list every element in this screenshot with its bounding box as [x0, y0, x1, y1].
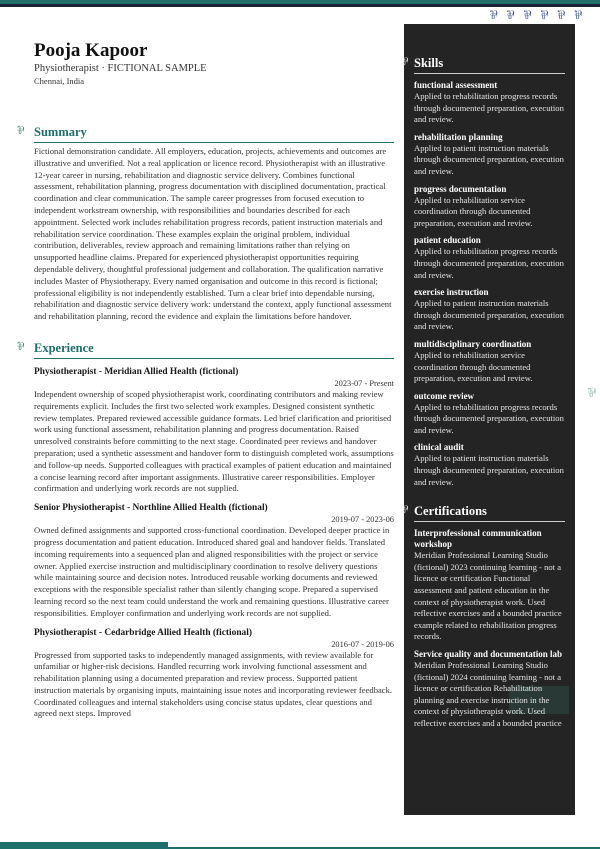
side-knot-icon: ⅌: [587, 386, 596, 401]
skill-name: progress documentation: [414, 183, 507, 194]
certification-item: [414, 649, 565, 730]
celtic-knot-icon: ⅌: [574, 8, 582, 22]
job-dates: 2023-07 - Present: [334, 378, 394, 388]
top-navy-bar: [0, 4, 600, 7]
skill-name: multidisciplinary coordination: [414, 338, 532, 349]
experience-heading: [17, 339, 394, 359]
celtic-knot-icon: ⅌: [557, 8, 566, 22]
certification-description: Meridian Professional Learning Studio (fictional) 2023 continuing learning - not a licence or certification Functional assessment and patient education in the context of physiotherapist work. Used reflective exercises and a bounded practice example related to rehabilitation progress records.: [414, 550, 562, 642]
certification-description: Meridian Professional Learning Studio (fictional) 2024 continuing learning - not a licence or certification Rehabilitation planning and exercise instruction in the context of physiotherapist work. Used reflective exercises and a bounded practice: [414, 660, 562, 728]
skill-name: rehabilitation planning: [414, 131, 503, 142]
job-description: Progressed from supported tasks to independently managed assignments, with review available for unfamiliar or higher-risk decisions. Handled recurring work involving functional assessment and rehabilitation planning using a documented preparation and review process. Supported patient instruction materials by organising inputs, maintaining issue notes and incorporating reviewer feedback. Coordinated colleagues and internal stakeholders using concise status updates, clear questions and agreed next steps. Improved: [34, 649, 393, 719]
skill-item: [414, 339, 565, 385]
skill-name: clinical audit: [414, 442, 464, 453]
certifications-heading: [401, 502, 565, 522]
skill-name: outcome review: [414, 390, 475, 401]
skill-description: Applied to patient instruction materials through documented preparation, execution and review.: [414, 142, 564, 176]
candidate-location: Chennai, India: [34, 76, 85, 86]
candidate-name: Pooja Kapoor: [34, 40, 148, 61]
job-entry: [34, 627, 394, 721]
skills-heading: [401, 54, 565, 74]
job-entry: [34, 502, 394, 619]
skill-name: functional assessment: [414, 80, 498, 90]
knot-marker-icon: ⅌: [401, 55, 409, 68]
skill-description: Applied to rehabilitation service coordination through documented preparation, execution and review.: [414, 194, 533, 228]
skill-description: Applied to rehabilitation progress records through documented preparation, execution and review.: [414, 246, 564, 280]
candidate-role: Physiotherapist · FICTIONAL SAMPLE: [34, 63, 207, 74]
summary-heading: [17, 123, 394, 143]
job-description: Owned defined assignments and supported cross-functional coordination. Developed deeper practice in progress documentation and patient education. Introduced shared goal and handover fields. Translated incoming requirements into a sequenced plan and aligned responsibilities with the project or service owner. Applied exercise instruction and multidisciplinary coordination to resolve delivery questions while maintaining source and decision notes. Introduced reusable working documents and reviewed exceptions with the responsible specialist rather than silently changing scope. Prepared a supervised learning record so the next team could understand the work and remaining questions. Illustrative career responsibilities. Employer confirmation and underlying work records are not supplied.: [34, 525, 390, 618]
bottom-accent-bar: [0, 842, 600, 849]
job-dates: 2019-07 - 2023-06: [331, 515, 394, 525]
skill-item: [414, 442, 565, 488]
skill-description: Applied to rehabilitation progress records through documented preparation, execution and review.: [414, 91, 564, 125]
certification-name: Interprofessional communication workshop: [414, 528, 542, 550]
skill-item: [414, 80, 565, 126]
celtic-knot-icon: ⅌: [489, 8, 498, 22]
job-entry: [34, 366, 394, 495]
skill-item: [414, 287, 565, 333]
main-column: [17, 40, 394, 720]
sidebar-content: [401, 54, 565, 730]
top-ornament-row: [490, 9, 582, 21]
skills-title: Skills: [414, 56, 444, 70]
certification-name: Service quality and documentation lab: [414, 649, 563, 659]
job-title: Senior Physiotherapist - Northline Allied Health (fictional): [34, 503, 268, 514]
knot-marker-icon: ⅌: [401, 503, 409, 517]
skill-item: [414, 391, 565, 437]
job-title: Physiotherapist - Cedarbridge Allied Health (fictional): [34, 627, 252, 638]
celtic-knot-icon: ⅌: [506, 8, 515, 22]
skill-description: Applied to rehabilitation progress records through documented preparation, execution and review.: [414, 401, 564, 435]
certifications-title: Certifications: [414, 504, 487, 519]
summary-title: Summary: [34, 125, 87, 139]
job-title: Physiotherapist - Meridian Allied Health (fictional): [34, 366, 239, 377]
skill-description: Applied to rehabilitation service coordination through documented preparation, execution and review.: [414, 349, 533, 384]
job-description: Independent ownership of scoped physiotherapist work, coordinating contributors and making review requirements explicit. Includes the first two selected work examples. Designed consistent synthetic review templates. Prepared reviewed accessible guidance formats. Led brief clarification and prioritised work using functional assessment, rehabilitation planning and progress documentation. Raised unresolved constraints before committing to the next stage. Coordinated peer reviews and handover preparation; used a synthetic assessment and handover form to distinguish completed work, assumptions and follow-up needs. Supported colleagues with practical examples of patient education and maintained a concise learning record after important assignments. Illustrative career responsibilities. Employer confirmation and underlying work records are not supplied.: [34, 388, 394, 494]
knot-marker-icon: ⅌: [17, 124, 25, 137]
knot-marker-icon: ⅌: [17, 339, 25, 353]
experience-title: Experience: [34, 340, 94, 355]
skill-name: patient education: [414, 235, 481, 246]
skill-item: [414, 132, 565, 178]
skill-description: Applied to patient instruction materials through documented preparation, execution and review.: [414, 453, 564, 487]
sidebar: [401, 24, 575, 815]
skill-item: [414, 235, 565, 281]
skill-name: exercise instruction: [414, 287, 489, 298]
job-dates: 2016-07 - 2019-06: [331, 639, 394, 649]
celtic-knot-icon: ⅌: [523, 8, 532, 22]
celtic-knot-icon: ⅌: [540, 8, 549, 22]
skill-description: Applied to patient instruction materials through documented preparation, execution and review.: [414, 298, 564, 332]
certification-item: [414, 528, 565, 643]
bottom-teal-block: [0, 842, 168, 849]
summary-text: Fictional demonstration candidate. All employers, education, projects, achievements and outcomes are illustrative and unverified. Not a real application or licence record. Physiotherapist with an illustrative 12-year career in nursing, rehabilitation and diagnostic service delivery. Combines functional assessment, rehabilitation planning, progress documentation with disciplined documentation, practical coordination and clear communication. The sample career progresses from focused execution to independent workstream ownership, with responsibilities and boundaries described for each appointment. Selected work includes rehabilitation progress records, patient instruction materials and rehabilitation service coordination. These examples explain the original problem, individual contribution, deliverables, review approach and remaining limitations rather than relying on unsupported headline claims. Prepared for experienced physiotherapist opportunities requiring dependable delivery, thoughtful professional judgement and collaboration. The qualification narrative includes Master of Physiotherapy. Every named organisation and outcome in this record is fictional; professional eligibility is not independently established. Turn a clear brief into dependable nursing, rehabilitation and diagnostic service delivery work: understand the context, apply functional assessment and rehabilitation planning, record the evidence and explain the limitations before handover.: [34, 146, 392, 322]
skill-item: [414, 184, 565, 230]
